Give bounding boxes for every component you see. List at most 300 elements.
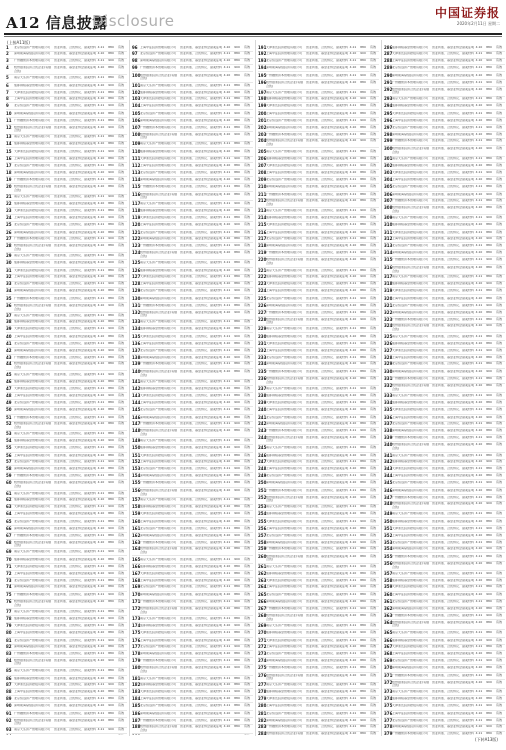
cell-value: 900 (234, 689, 240, 694)
company-name: 南京天弘资产管理有限公司 (140, 438, 177, 442)
cell-value: 有效 (117, 295, 124, 300)
listing-row (384, 362, 505, 369)
company-name: 成都锦程基金管理有限公司 (140, 446, 177, 450)
cell-value: 有效 (495, 72, 502, 77)
row-number: 366 (384, 637, 393, 643)
row-number: 30 (6, 260, 12, 266)
row-number: 247 (258, 459, 267, 465)
cell-value: 880 (360, 198, 366, 203)
listing-row (384, 87, 505, 97)
cell-value: 900 (360, 96, 366, 101)
row-number: 183 (132, 689, 141, 695)
company-name: 上海中证投资管理有限公司 (392, 177, 429, 181)
cell-value: 有效 (369, 138, 376, 143)
cell-value: 880 (486, 86, 492, 91)
cell-value: 4.10 (97, 214, 105, 219)
company-name: 天津泰达投资控股有限公司 (266, 282, 303, 286)
cell-value: 4.10 (349, 361, 357, 366)
listing-row (384, 511, 505, 518)
row-number: 289 (384, 65, 393, 71)
company-name: 上海中证投资管理有限公司 (392, 592, 429, 596)
listing-row (132, 170, 253, 177)
listing-row (6, 208, 127, 215)
cell-value: 900 (108, 504, 114, 509)
cell-value: 有效 (243, 717, 250, 722)
row-number: 309 (384, 214, 393, 220)
filing-materials: 营业执照、合伙协议、备案材料 (306, 446, 348, 450)
filing-materials: 营业执照、合伙协议、备案材料 (54, 372, 96, 376)
cell-value: 4.11 (97, 608, 105, 613)
cell-value: 4.10 (475, 501, 483, 506)
company-name: 广州融智资本管理有限公司 (14, 59, 51, 63)
company-name: 成都锦程基金管理有限公司 (266, 453, 303, 457)
cell-value: 4.10 (349, 494, 357, 499)
cell-value: 有效 (369, 695, 376, 700)
cell-value: 880 (486, 665, 492, 670)
cell-value: 900 (108, 414, 114, 419)
row-number: 136 (132, 341, 141, 347)
cell-value: 4.10 (97, 675, 105, 680)
cell-value: 880 (234, 703, 240, 708)
cell-value: 4.11 (97, 430, 105, 435)
row-number: 152 (132, 459, 141, 465)
cell-value: 4.11 (475, 333, 483, 338)
listing-row (384, 288, 505, 295)
company-name: 广州融智资本管理有限公司 (266, 73, 303, 77)
filing-materials: 营业执照、基金业协会备案证明 (180, 310, 222, 314)
filing-materials: 营业执照、基金业协会备案证明 (54, 631, 96, 635)
cell-value: 880 (360, 591, 366, 596)
cell-value: 有效 (369, 207, 376, 212)
row-number: 151 (132, 452, 141, 458)
cell-value: 有效 (369, 689, 376, 694)
filing-materials: 营业执照、基金业协会备案证明 (432, 237, 474, 241)
cell-value: 4.11 (97, 651, 105, 656)
filing-materials: 营业执照、合伙协议、备案材料 (180, 97, 222, 101)
filing-materials: 营业执照、合伙协议、备案材料 (432, 52, 474, 56)
filing-materials: 营业执照、基金业协会备案证明 (180, 45, 222, 49)
company-name: 成都锦程基金管理有限公司 (140, 327, 177, 331)
company-name: 北京恒远资产管理有限公司 (14, 460, 51, 464)
company-name: 杭州银泰投资合伙企业(有限合伙) (266, 435, 304, 443)
filing-materials: 营业执照、基金业协会备案证明 (54, 230, 96, 234)
row-number: 226 (258, 303, 267, 308)
row-number: 145 (132, 407, 141, 413)
filing-materials: 营业执照、合伙协议、备案材料 (432, 362, 474, 366)
cell-value: 4.10 (349, 65, 357, 70)
filing-materials: 营业执照、基金业协会备案证明 (180, 132, 222, 136)
cell-value: 4.11 (349, 326, 357, 331)
cell-value: 880 (108, 162, 114, 167)
cell-value: 有效 (243, 65, 250, 70)
row-number: 131 (132, 303, 141, 308)
listing-row (258, 407, 379, 415)
cell-value: 880 (486, 532, 492, 537)
company-name: 南京天弘资产管理有限公司 (392, 393, 429, 397)
company-name: 天津泰达投资控股有限公司 (392, 289, 429, 293)
row-number: 270 (258, 630, 267, 636)
cell-value: 880 (486, 138, 492, 143)
cell-value: 有效 (369, 665, 376, 670)
cell-value: 4.11 (475, 392, 483, 397)
row-number: 312 (384, 236, 393, 242)
cell-value: 4.11 (475, 184, 483, 189)
cell-value: 4.11 (223, 201, 231, 206)
cell-value: 有效 (243, 622, 250, 627)
row-number: 132 (132, 309, 141, 315)
cell-value: 4.10 (349, 731, 357, 735)
cell-value: 有效 (369, 637, 376, 642)
company-name: 广州融智资本管理有限公司 (266, 488, 303, 492)
cell-value: 有效 (369, 229, 376, 234)
filing-materials: 营业执照、基金业协会备案证明 (180, 237, 222, 241)
cell-value: 880 (486, 689, 492, 694)
cell-value: 900 (234, 445, 240, 450)
row-number: 293 (384, 96, 393, 102)
cell-value: 有效 (369, 51, 376, 56)
filing-materials: 营业执照、合伙协议、备案材料 (54, 296, 96, 300)
cell-value: 有效 (243, 110, 250, 115)
cell-value: 4.10 (475, 323, 483, 328)
cell-value: 4.11 (349, 564, 357, 569)
cell-value: 880 (486, 274, 492, 279)
row-number: 18 (6, 169, 12, 175)
cell-value: 4.11 (97, 176, 105, 181)
row-number: 178 (132, 651, 141, 657)
company-name: 杭州银泰投资合伙企业(有限合伙) (14, 600, 52, 607)
filing-materials: 营业执照、合伙协议、备案材料 (432, 215, 474, 219)
cell-value: 4.11 (475, 612, 483, 617)
filing-materials: 营业执照、基金业协会备案证明 (180, 149, 222, 153)
filing-materials: 营业执照、合伙协议、备案材料 (432, 334, 474, 338)
cell-value: 880 (234, 207, 240, 212)
cell-value: 有效 (117, 651, 124, 656)
cell-value: 4.10 (223, 504, 231, 509)
company-name: 深圳前海鼎信投资有限公司 (14, 467, 51, 471)
listing-row (132, 473, 253, 480)
cell-value: 880 (234, 472, 240, 477)
cell-value: 有效 (243, 539, 250, 544)
cell-value: 880 (108, 399, 114, 404)
cell-value: 有效 (369, 347, 376, 352)
listing-row (258, 139, 379, 149)
company-name: 天津泰达投资控股有限公司 (266, 460, 303, 464)
row-number: 216 (258, 229, 267, 235)
filing-materials: 营业执照、合伙协议、备案材料 (180, 52, 222, 56)
cell-value: 有效 (369, 630, 376, 635)
row-number: 214 (258, 214, 267, 220)
filing-materials: 营业执照、合伙协议、备案材料 (54, 638, 96, 642)
cell-value: 有效 (369, 214, 376, 219)
cell-value: 4.10 (97, 156, 105, 161)
company-name: 深圳前海鼎信投资有限公司 (392, 369, 429, 373)
company-name: 广州融智资本管理有限公司 (266, 429, 303, 433)
row-number: 93 (6, 727, 12, 733)
filing-materials: 营业执照、合伙协议、备案材料 (432, 377, 474, 381)
cell-value: 880 (234, 368, 240, 373)
filing-materials: 营业执照、基金业协会备案证明 (432, 163, 474, 167)
filing-materials: 营业执照、基金业协会备案证明 (432, 324, 474, 328)
cell-value: 4.11 (349, 591, 357, 596)
cell-value: 有效 (369, 184, 376, 189)
cell-value: 4.11 (475, 657, 483, 662)
cell-value: 有效 (495, 553, 502, 558)
filing-materials: 营业执照、基金业协会备案证明 (180, 296, 222, 300)
filing-materials: 营业执照、合伙协议、备案材料 (180, 571, 222, 575)
cell-value: 有效 (495, 354, 502, 359)
filing-materials: 营业执照、基金业协会备案证明 (306, 139, 348, 143)
cell-value: 有效 (495, 518, 502, 523)
filing-materials: 营业执照、基金业协会备案证明 (306, 377, 348, 381)
cell-value: 有效 (117, 201, 124, 206)
row-number: 368 (384, 651, 393, 657)
company-name: 南京天弘资产管理有限公司 (140, 557, 177, 561)
company-name: 南京天弘资产管理有限公司 (266, 90, 303, 94)
company-name: 成都锦程基金管理有限公司 (266, 215, 303, 219)
filing-materials: 营业执照、合伙协议、备案材料 (306, 473, 348, 477)
cell-value: 900 (108, 526, 114, 530)
listing-row (132, 734, 253, 735)
cell-value: 有效 (495, 162, 502, 167)
cell-value: 880 (486, 539, 492, 544)
cell-value: 880 (486, 354, 492, 359)
cell-value: 4.10 (97, 169, 105, 174)
listing-row (258, 495, 379, 505)
cell-value: 880 (360, 169, 366, 174)
cell-value: 有效 (117, 354, 124, 359)
cell-value: 4.11 (349, 148, 357, 153)
row-number: 204 (258, 138, 267, 144)
cell-value: 900 (234, 333, 240, 338)
row-number: 330 (384, 368, 393, 374)
cell-value: 4.10 (223, 191, 231, 196)
cell-value: 有效 (369, 288, 376, 293)
listing-row (384, 177, 505, 184)
cell-value: 有效 (369, 564, 376, 569)
company-name: 上海中证投资管理有限公司 (14, 334, 51, 338)
listing-column-1 (6, 45, 127, 735)
listing-row (6, 703, 127, 711)
filing-materials: 营业执照、合伙协议、备案材料 (432, 258, 474, 262)
cell-value: 880 (234, 58, 240, 63)
filing-materials: 营业执照、合伙协议、备案材料 (54, 313, 96, 317)
cell-value: 4.11 (475, 96, 483, 101)
cell-value: 4.11 (475, 494, 483, 499)
row-number: 379 (384, 731, 393, 735)
cell-value: 880 (108, 622, 114, 627)
cell-value: 4.11 (475, 511, 483, 516)
cell-value: 900 (486, 191, 492, 196)
company-name: 南京天弘资产管理有限公司 (140, 498, 177, 502)
filing-materials: 营业执照、基金业协会备案证明 (306, 170, 348, 174)
cell-value: 有效 (243, 82, 250, 87)
cell-value: 有效 (369, 577, 376, 582)
cell-value: 有效 (243, 407, 250, 412)
cell-value: 有效 (369, 281, 376, 286)
company-name: 南京天弘资产管理有限公司 (140, 676, 177, 680)
cell-value: 880 (108, 675, 114, 680)
cell-value: 有效 (495, 407, 502, 412)
cell-value: 有效 (243, 466, 250, 471)
cell-value: 4.11 (223, 437, 231, 442)
cell-value: 900 (360, 651, 366, 656)
cell-value: 900 (234, 487, 240, 492)
filing-materials: 营业执照、合伙协议、备案材料 (180, 631, 222, 635)
cell-value: 有效 (117, 169, 124, 174)
cell-value: 有效 (243, 207, 250, 212)
filing-materials: 营业执照、基金业协会备案证明 (54, 83, 96, 87)
listing-row (384, 400, 505, 407)
row-number: 260 (258, 553, 267, 559)
cell-value: 有效 (369, 480, 376, 485)
cell-value: 有效 (117, 599, 124, 604)
cell-value: 4.11 (97, 118, 105, 123)
listing-row (384, 139, 505, 146)
company-name: 广州融智资本管理有限公司 (14, 237, 51, 241)
row-number: 42 (6, 347, 12, 353)
header-rule-thin (4, 36, 502, 37)
filing-materials: 营业执照、合伙协议、备案材料 (180, 202, 222, 206)
company-name: 深圳前海鼎信投资有限公司 (14, 645, 51, 649)
filing-materials: 营业执照、合伙协议、备案材料 (432, 732, 474, 735)
cell-value: 有效 (369, 599, 376, 604)
cell-value: 有效 (369, 487, 376, 492)
cell-value: 有效 (495, 176, 502, 181)
cell-value: 有效 (495, 51, 502, 56)
row-number: 118 (132, 207, 141, 213)
cell-value: 有效 (369, 672, 376, 677)
cell-value: 880 (108, 45, 114, 49)
cell-value: 有效 (369, 682, 376, 687)
cell-value: 4.11 (349, 191, 357, 196)
company-name: 成都锦程基金管理有限公司 (140, 268, 177, 272)
filing-materials: 营业执照、基金业协会备案证明 (180, 607, 222, 611)
company-name: 天津泰达投资控股有限公司 (140, 215, 177, 219)
filing-materials: 营业执照、基金业协会备案证明 (432, 725, 474, 729)
listing-row (6, 571, 127, 578)
row-number: 141 (132, 379, 141, 385)
row-number: 48 (6, 392, 12, 398)
filing-materials: 营业执照、合伙协议、备案材料 (180, 498, 222, 502)
cell-value: 4.10 (97, 260, 105, 265)
cell-value: 4.10 (349, 630, 357, 635)
filing-materials: 营业执照、基金业协会备案证明 (180, 519, 222, 523)
cell-value: 有效 (369, 612, 376, 617)
cell-value: 880 (360, 303, 366, 307)
cell-value: 有效 (369, 341, 376, 346)
cell-value: 880 (486, 407, 492, 412)
filing-materials: 营业执照、基金业协会备案证明 (432, 296, 474, 300)
row-number: 72 (6, 570, 12, 576)
cell-value: 880 (486, 243, 492, 248)
cell-value: 有效 (117, 682, 124, 687)
row-number: 71 (6, 564, 12, 570)
filing-materials: 营业执照、基金业协会备案证明 (54, 467, 96, 471)
listing-row (258, 658, 379, 665)
filing-materials: 营业执照、基金业协会备案证明 (54, 498, 96, 502)
cell-value: 有效 (369, 354, 376, 359)
listing-row (384, 665, 505, 673)
cell-value: 880 (486, 518, 492, 523)
row-number: 251 (258, 487, 267, 493)
company-name: 天津泰达投资控股有限公司 (140, 571, 177, 575)
row-number: 305 (384, 184, 393, 190)
cell-value: 900 (486, 724, 492, 729)
cell-value: 880 (486, 383, 492, 388)
cell-value: 有效 (117, 371, 124, 376)
filing-materials: 营业执照、合伙协议、备案材料 (180, 481, 222, 485)
cell-value: 880 (108, 608, 114, 613)
filing-materials: 营业执照、基金业协会备案证明 (54, 438, 96, 442)
cell-value: 有效 (369, 532, 376, 537)
company-name: 上海中证投资管理有限公司 (266, 348, 303, 352)
filing-materials: 营业执照、基金业协会备案证明 (432, 384, 474, 388)
filing-materials: 营业执照、合伙协议、备案材料 (432, 453, 474, 457)
listing-row (6, 438, 127, 445)
cell-value: 900 (108, 281, 114, 286)
company-name: 成都锦程基金管理有限公司 (14, 320, 51, 324)
cell-value: 4.10 (475, 162, 483, 167)
cell-value: 900 (108, 260, 114, 265)
filing-materials: 营业执照、基金业协会备案证明 (54, 142, 96, 146)
listing-row (384, 585, 505, 592)
cell-value: 4.10 (349, 480, 357, 485)
company-name: 成都锦程基金管理有限公司 (140, 90, 177, 94)
filing-materials: 营业执照、基金业协会备案证明 (54, 453, 96, 457)
row-number: 179 (132, 657, 141, 663)
cell-value: 有效 (495, 392, 502, 397)
filing-materials: 营业执照、基金业协会备案证明 (432, 711, 474, 715)
cell-value: 有效 (243, 518, 250, 523)
listing-row (384, 732, 505, 735)
filing-materials: 营业执照、基金业协会备案证明 (306, 658, 348, 662)
cell-value: 4.11 (475, 703, 483, 708)
row-number: 181 (132, 675, 141, 681)
cell-value: 4.10 (349, 303, 357, 307)
filing-materials: 营业执照、基金业协会备案证明 (180, 73, 222, 77)
cell-value: 880 (234, 347, 240, 352)
cell-value: 4.11 (97, 710, 105, 715)
filing-materials: 营业执照、合伙协议、备案材料 (432, 645, 474, 649)
cell-value: 4.10 (223, 236, 231, 241)
row-number: 160 (132, 518, 141, 524)
cell-value: 4.11 (97, 637, 105, 642)
cell-value: 880 (234, 96, 240, 101)
company-name: 天津泰达投资控股有限公司 (14, 327, 51, 331)
company-name: 上海中证投资管理有限公司 (14, 393, 51, 397)
cell-value: 4.11 (223, 480, 231, 485)
row-number: 328 (384, 354, 393, 360)
cell-value: 900 (360, 295, 366, 300)
filing-materials: 营业执照、基金业协会备案证明 (432, 177, 474, 181)
company-name: 深圳前海鼎信投资有限公司 (266, 718, 303, 722)
row-number: 286 (384, 45, 393, 50)
listing-row (384, 393, 505, 400)
company-name: 广州融智资本管理有限公司 (392, 435, 429, 439)
filing-materials: 营业执照、基金业协会备案证明 (54, 261, 96, 265)
company-name: 深圳前海鼎信投资有限公司 (14, 230, 51, 234)
cell-value: 4.11 (475, 198, 483, 203)
cell-value: 4.10 (475, 428, 483, 433)
cell-value: 4.11 (475, 376, 483, 381)
row-number: 142 (132, 385, 141, 391)
cell-value: 880 (486, 428, 492, 433)
listing-row (6, 533, 127, 540)
cell-value: 4.10 (349, 672, 357, 677)
company-name: 上海中证投资管理有限公司 (14, 453, 51, 457)
listing-row (258, 125, 379, 132)
cell-value: 4.11 (97, 399, 105, 404)
